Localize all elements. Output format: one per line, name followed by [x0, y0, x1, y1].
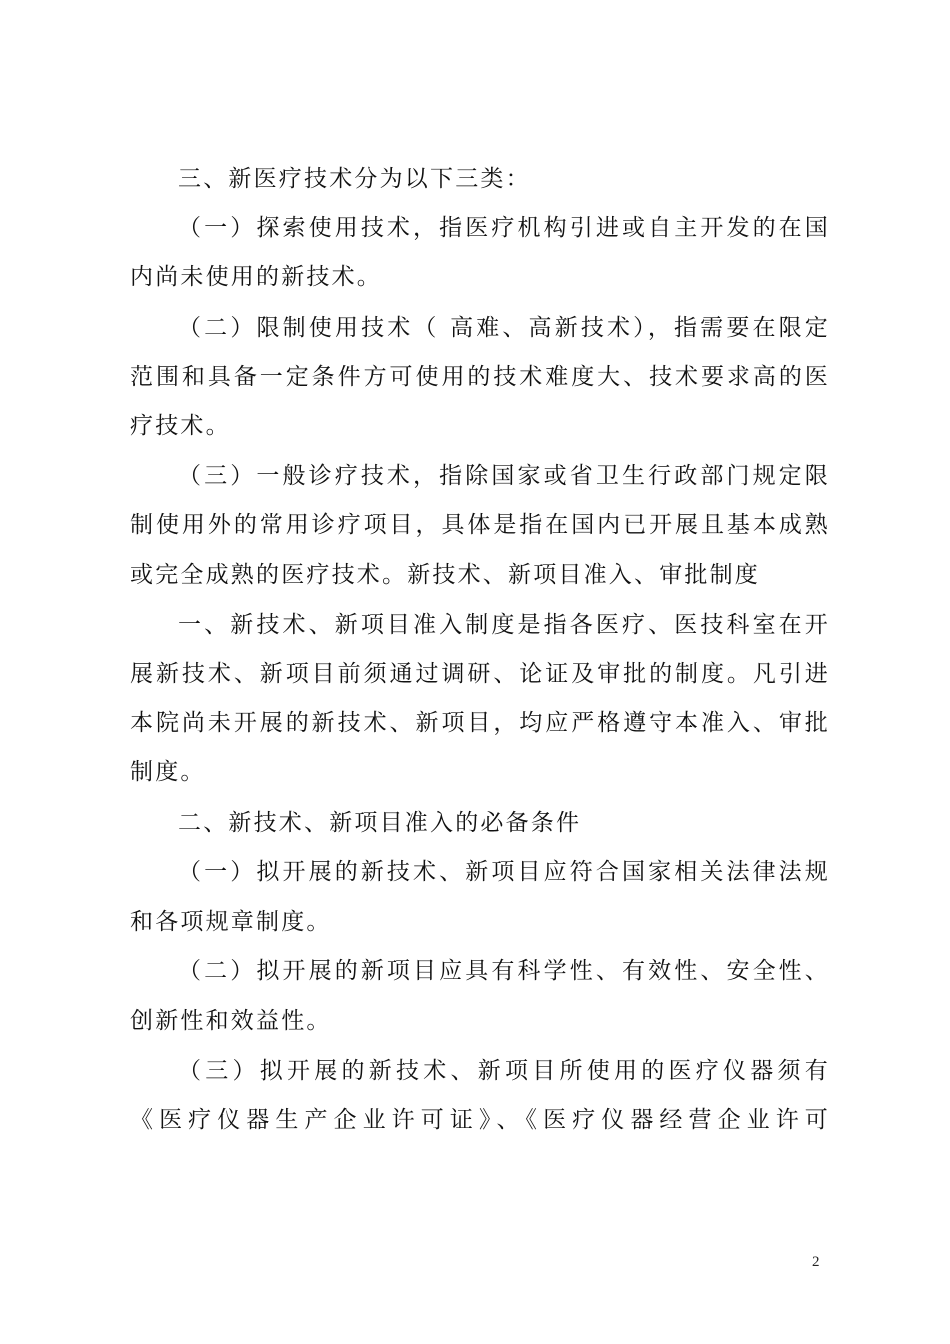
- text-line: 疗技术。: [130, 413, 231, 439]
- text-line: （三）拟开展的新技术、新项目所使用的医疗仪器须有: [178, 1058, 830, 1084]
- text-line: （二）限制使用技术（ 高难、高新技术），指需要在限定: [178, 315, 830, 341]
- text-line: （三）一般诊疗技术，指除国家或省卫生行政部门规定限: [178, 463, 830, 489]
- page-number: 2: [812, 1254, 820, 1270]
- text-line: （一）拟开展的新技术、新项目应符合国家相关法律法规: [178, 859, 830, 885]
- text-line: 创新性和效益性。: [130, 1008, 332, 1034]
- section-heading-three: 三、新医疗技术分为以下三类：: [178, 166, 531, 192]
- text-line: 或完全成熟的医疗技术。新技术、新项目准入、审批制度: [130, 562, 760, 588]
- text-line: 制使用外的常用诊疗项目，具体是指在国内已开展且基本成熟: [130, 512, 830, 538]
- text-line: （一）探索使用技术，指医疗机构引进或自主开发的在国: [178, 215, 830, 241]
- text-line: 《医疗仪器生产企业许可证》、《医疗仪器经营企业许可: [130, 1107, 830, 1133]
- section-heading-two: 二、新技术、新项目准入的必备条件: [178, 810, 582, 836]
- text-line: 范围和具备一定条件方可使用的技术难度大、技术要求高的医: [130, 364, 830, 390]
- text-line: 展新技术、新项目前须通过调研、论证及审批的制度。凡引进: [130, 661, 830, 687]
- text-line: 内尚未使用的新技术。: [130, 264, 382, 290]
- text-line: 本院尚未开展的新技术、新项目，均应严格遵守本准入、审批: [130, 710, 830, 736]
- text-line: 和各项规章制度。: [130, 909, 332, 935]
- text-line: （二）拟开展的新项目应具有科学性、有效性、安全性、: [178, 958, 830, 984]
- text-line: 制度。: [130, 759, 206, 785]
- text-line: 一、新技术、新项目准入制度是指各医疗、医技科室在开: [178, 612, 830, 638]
